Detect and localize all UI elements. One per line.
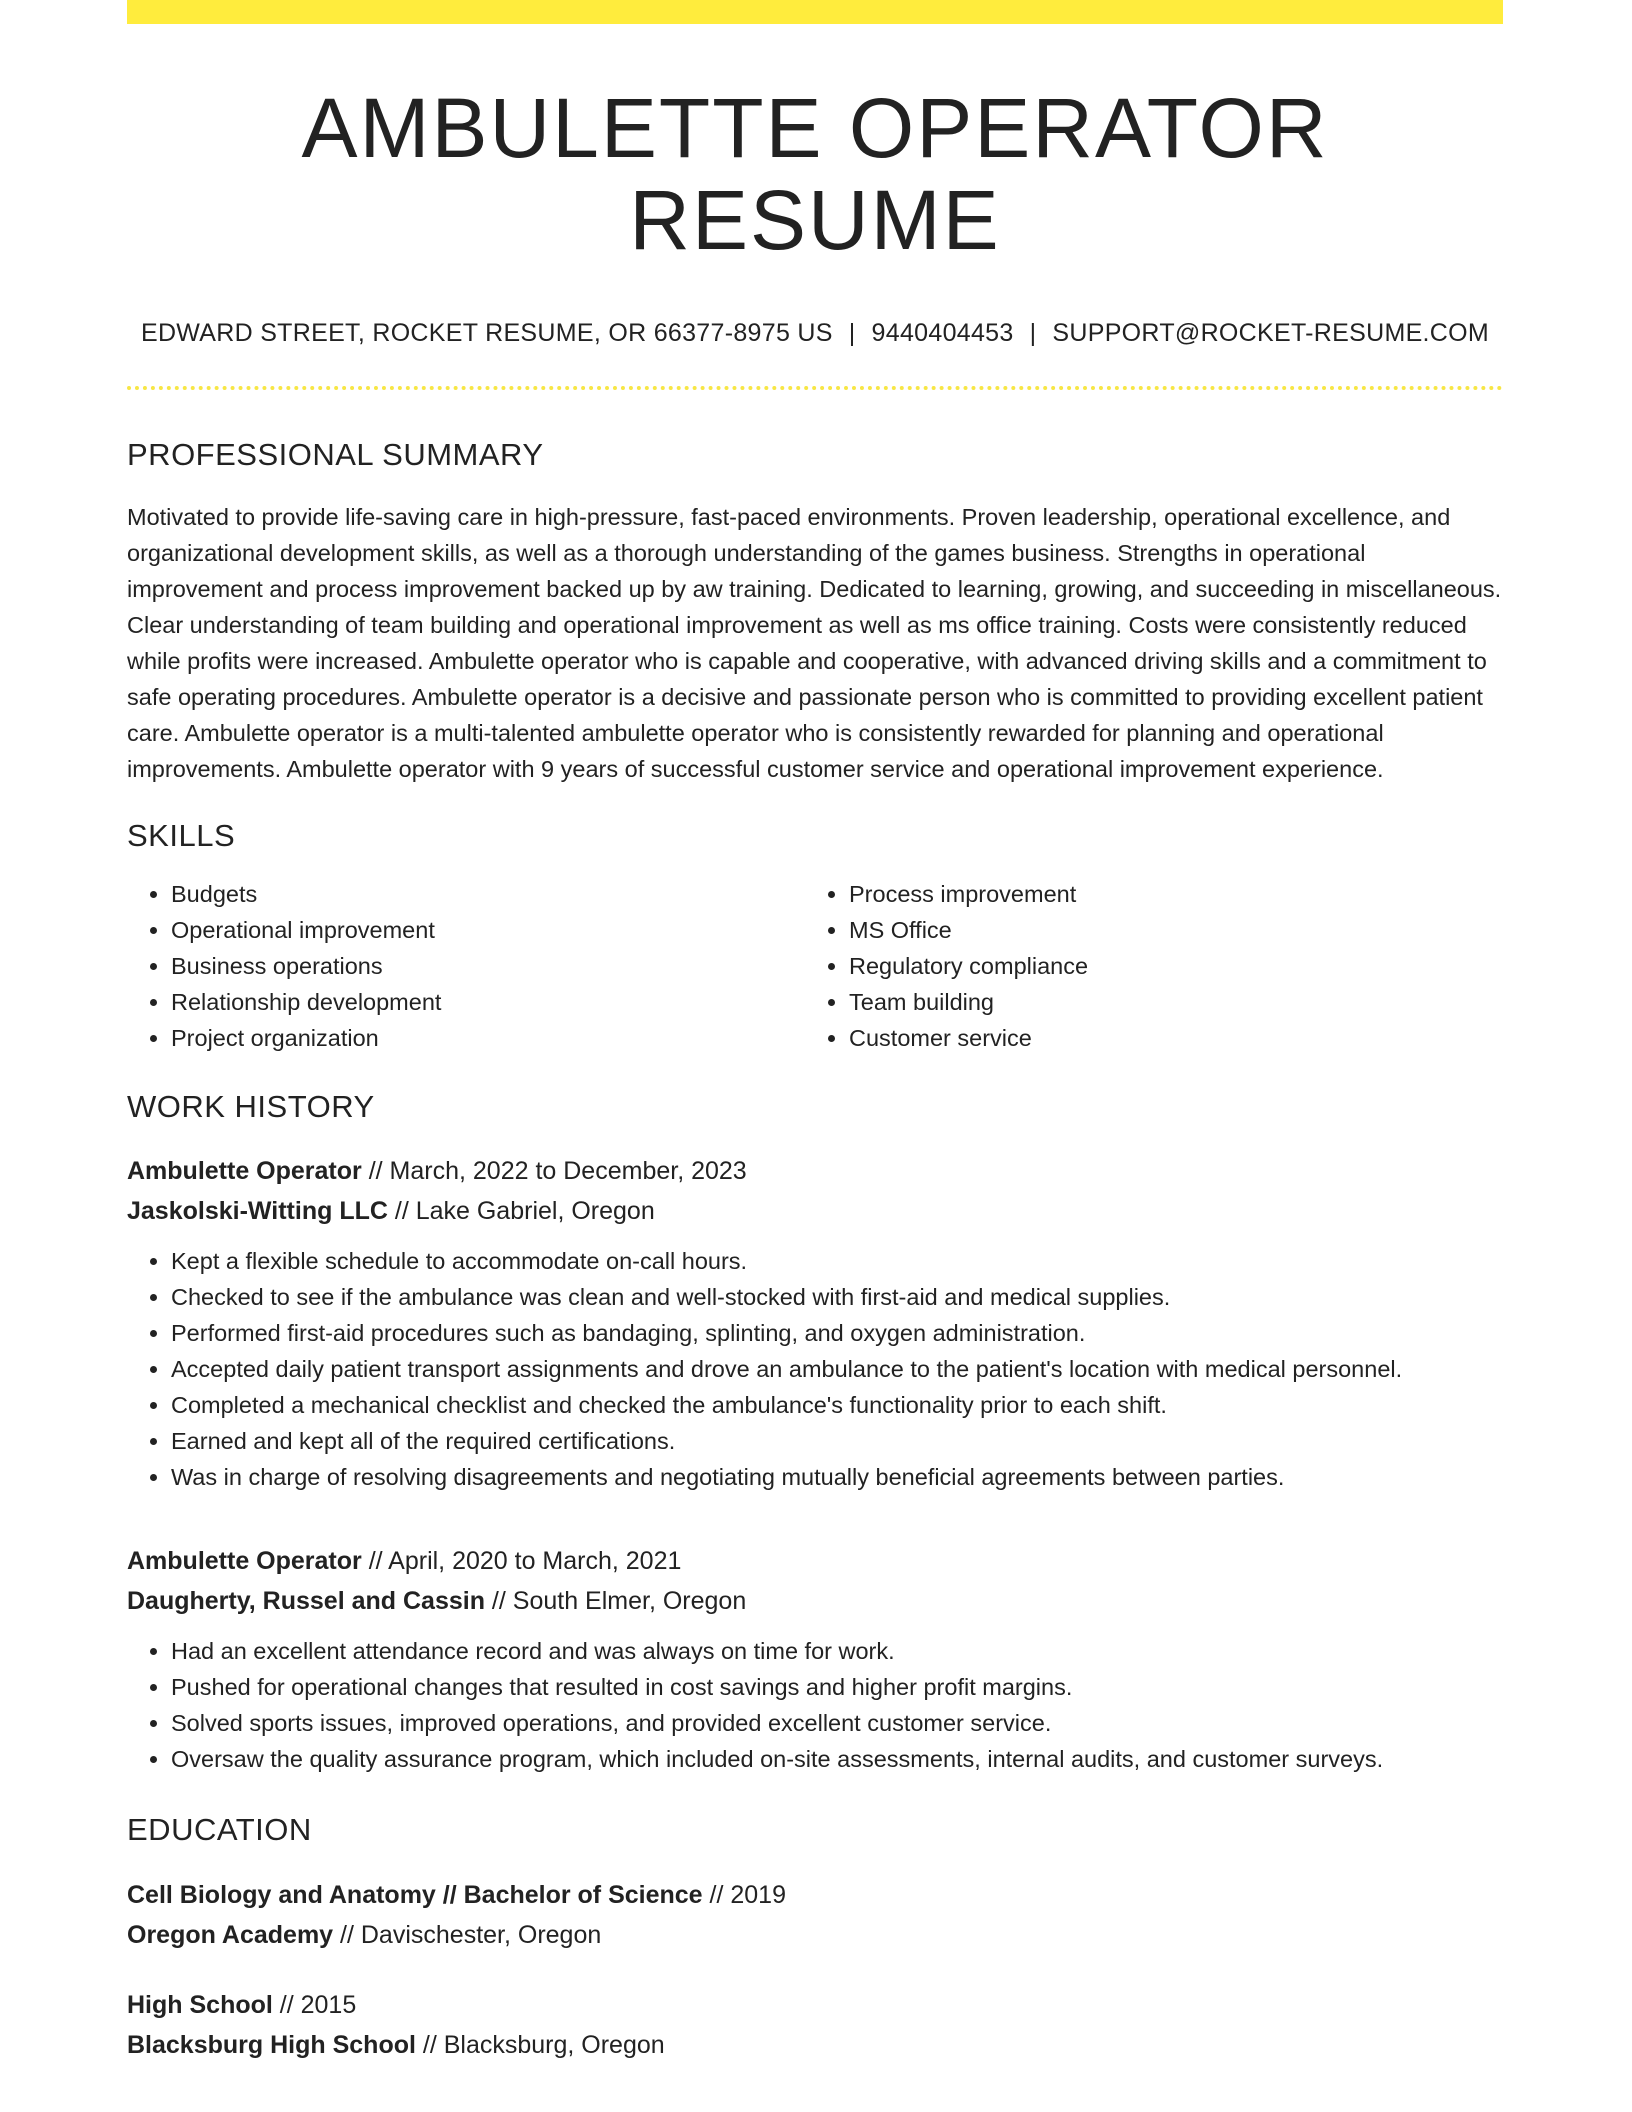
skill-item: • Operational improvement bbox=[171, 912, 805, 948]
job-location: // Lake Gabriel, Oregon bbox=[387, 1197, 655, 1226]
education-entry bbox=[127, 1875, 1503, 1955]
education-degree-line bbox=[127, 1985, 1503, 2025]
summary-text: Motivated to provide life-saving care in high-pressure, fast-paced environments. Proven leadership, operational excellence, and organizational development skills, as well as a thorough understanding of the games business. Strengths in operational improvement and process improvement backed up by aw training. Dedicated to learning, growing, and succeeding in miscellaneous. Clear understanding of team building and operational improvement as well as ms office training. Costs were consistently reduced while profits were increased. Ambulette operator who is capable and cooperative, with advanced driving skills and a commitment to safe operating procedures. Ambulette operator is a decisive and passionate person who is committed to providing excellent patient care. Ambulette operator is a multi-talented ambulette operator who is consistently rewarded for planning and operational improvements. Ambulette operator with 9 years of successful customer service and operational improvement experience. bbox=[127, 503, 1502, 782]
job-title: Ambulette Operator bbox=[127, 1547, 362, 1576]
education-school-line bbox=[127, 1915, 1503, 1955]
contact-email: SUPPORT@ROCKET-RESUME.COM bbox=[1052, 318, 1490, 347]
education-location: // Blacksburg, Oregon bbox=[415, 2030, 665, 2059]
job-duty: • Performed first-aid procedures such as bandaging, splinting, and oxygen administration. bbox=[171, 1315, 1503, 1351]
contact-separator: | bbox=[1029, 318, 1037, 347]
page-title: AMBULETTE OPERATOR RESUME bbox=[301, 81, 1329, 268]
job-duty: • Oversaw the quality assurance program, which included on-site assessments, internal audits, and customer surveys. bbox=[171, 1741, 1503, 1777]
education-location: // Davischester, Oregon bbox=[333, 1920, 602, 1949]
job-title-line bbox=[127, 1151, 1503, 1191]
job-duty: • Checked to see if the ambulance was clean and well-stocked with first-aid and medical supplies. bbox=[171, 1279, 1503, 1315]
job-duties-list bbox=[127, 1243, 1503, 1495]
job-dates: // April, 2020 to March, 2021 bbox=[361, 1547, 682, 1576]
job-duty: • Solved sports issues, improved operations, and provided excellent customer service. bbox=[171, 1705, 1503, 1741]
job-dates: // March, 2022 to December, 2023 bbox=[361, 1157, 747, 1186]
skills-list-right bbox=[805, 876, 1483, 1056]
education-entry bbox=[127, 1985, 1503, 2065]
skill-item: • Project organization bbox=[171, 1020, 805, 1056]
skill-item: • Relationship development bbox=[171, 984, 805, 1020]
skill-item: • Regulatory compliance bbox=[849, 948, 1483, 984]
skill-item: • Business operations bbox=[171, 948, 805, 984]
accent-bar bbox=[127, 0, 1503, 24]
work-history-heading: WORK HISTORY bbox=[127, 1089, 375, 1125]
job-company: Jaskolski-Witting LLC bbox=[127, 1197, 388, 1226]
job-duty: • Pushed for operational changes that resulted in cost savings and higher profit margins. bbox=[171, 1669, 1503, 1705]
job-duty: • Completed a mechanical checklist and checked the ambulance's functionality prior to each shift. bbox=[171, 1387, 1503, 1423]
job-title: Ambulette Operator bbox=[127, 1157, 362, 1186]
contact-phone: 9440404453 bbox=[871, 318, 1014, 347]
skill-item: • Budgets bbox=[171, 876, 805, 912]
job-duty: • Was in charge of resolving disagreements and negotiating mutually beneficial agreements between parties. bbox=[171, 1459, 1503, 1495]
education-year: // 2015 bbox=[272, 1990, 357, 2019]
skill-item: • MS Office bbox=[849, 912, 1483, 948]
job-company-line bbox=[127, 1581, 1503, 1621]
dotted-divider bbox=[127, 386, 1503, 390]
job-title-line bbox=[127, 1541, 1503, 1581]
skills-heading: SKILLS bbox=[127, 817, 236, 853]
job-duty: • Had an excellent attendance record and was always on time for work. bbox=[171, 1633, 1503, 1669]
education-degree: High School bbox=[127, 1990, 273, 2019]
job-duty: • Earned and kept all of the required certifications. bbox=[171, 1423, 1503, 1459]
job-duty: • Accepted daily patient transport assignments and drove an ambulance to the patient's location with medical personnel. bbox=[171, 1351, 1503, 1387]
education-year: // 2019 bbox=[702, 1880, 786, 1909]
contact-address: EDWARD STREET, ROCKET RESUME, OR 66377-8975 US bbox=[140, 318, 833, 347]
contact-separator: | bbox=[848, 318, 856, 347]
job-company: Daugherty, Russel and Cassin bbox=[127, 1587, 485, 1616]
job-entry bbox=[127, 1151, 1503, 1495]
contact-line bbox=[127, 319, 1503, 348]
education-school: Blacksburg High School bbox=[127, 2030, 416, 2059]
skills-grid bbox=[127, 876, 1503, 1056]
resume-page bbox=[127, 0, 1503, 2065]
education-heading: EDUCATION bbox=[127, 1812, 312, 1848]
education-degree-line bbox=[127, 1875, 1503, 1915]
education-school: Oregon Academy bbox=[127, 1920, 334, 1949]
skills-list-left bbox=[127, 876, 805, 1056]
education-degree: Cell Biology and Anatomy // Bachelor of Science bbox=[127, 1880, 703, 1909]
skill-item: • Team building bbox=[849, 984, 1483, 1020]
skill-item: • Process improvement bbox=[849, 876, 1483, 912]
job-location: // South Elmer, Oregon bbox=[484, 1587, 747, 1616]
summary-heading: PROFESSIONAL SUMMARY bbox=[127, 436, 544, 472]
job-entry bbox=[127, 1541, 1503, 1777]
job-duty: • Kept a flexible schedule to accommodate on-call hours. bbox=[171, 1243, 1503, 1279]
job-duties-list bbox=[127, 1633, 1503, 1777]
job-company-line bbox=[127, 1191, 1503, 1231]
education-school-line bbox=[127, 2025, 1503, 2065]
skill-item: • Customer service bbox=[849, 1020, 1483, 1056]
